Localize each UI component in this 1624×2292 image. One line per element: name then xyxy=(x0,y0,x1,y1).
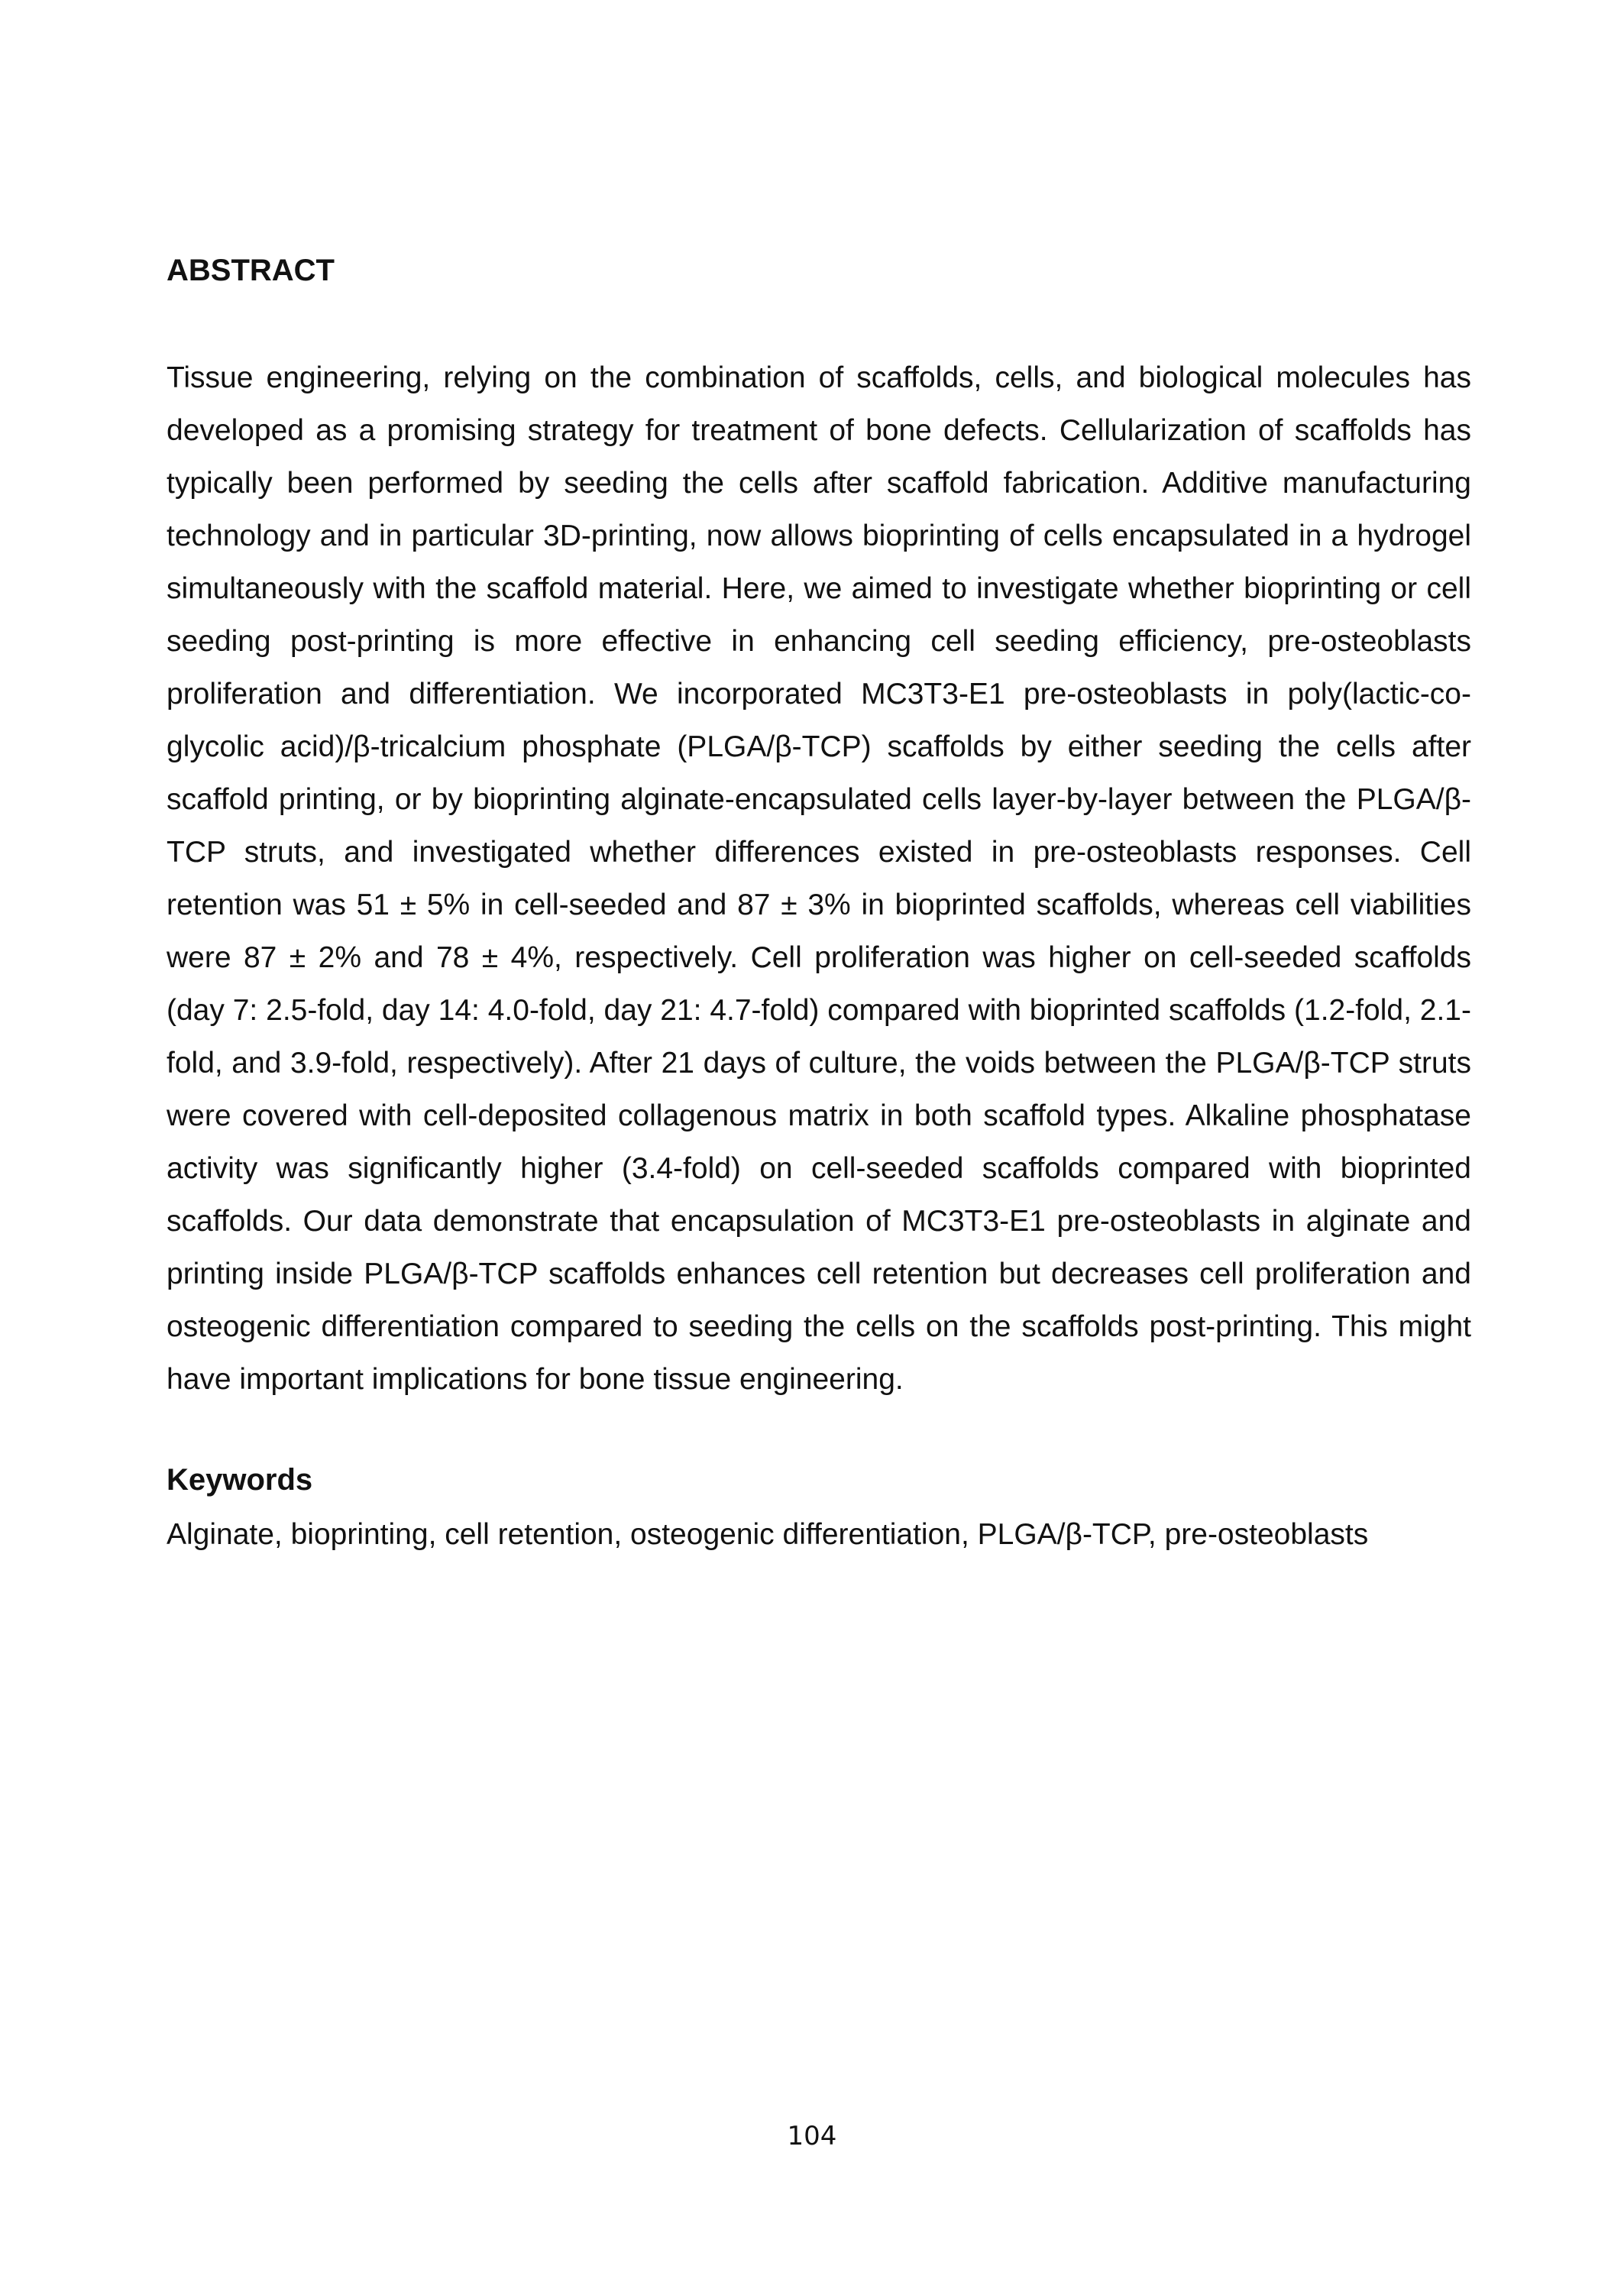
abstract-text: Tissue engineering, relying on the combination of scaffolds, cells, and biological molecules has developed as a promising strategy for treatment of bone defects. Cellularization of scaffolds has typically been performed by seeding the cells after scaffold fabrication. Additive manufacturing technology and in particular 3D-printing, now allows bioprinting of cells encapsulated in a hydrogel simultaneously with the scaffold material. Here, we aimed to investigate whether bioprinting or cell seeding post-printing is more effective in enhancing cell seeding efficiency, pre-osteoblasts proliferation and differentiation. We incorporated MC3T3-E1 pre-osteoblasts in poly(lactic-co-glycolic acid)/β-tricalcium phosphate (PLGA/β-TCP) scaffolds by either seeding the cells after scaffold printing, or by bioprinting alginate-encapsulated cells layer-by-layer between the PLGA/β-TCP struts, and investigated whether differences existed in pre-osteoblasts responses. Cell retention was 51 ± 5% in cell-seeded and 87 ± 3% in bioprinted scaffolds, whereas cell viabilities were 87 ± 2% and 78 ± 4%, respectively. Cell proliferation was higher on cell-seeded scaffolds (day 7: 2.5-fold, day 14: 4.0-fold, day 21: 4.7-fold) compared with bioprinted scaffolds (1.2-fold, 2.1-fold, and 3.9-fold, respectively). After 21 days of culture, the voids between the PLGA/β-TCP struts were covered with cell-deposited collagenous matrix in both scaffold types. Alkaline phosphatase activity was significantly higher (3.4-fold) on cell-seeded scaffolds compared with bioprinted scaffolds. Our data demonstrate that encapsulation of MC3T3-E1 pre-osteoblasts in alginate and printing inside PLGA/β-TCP scaffolds enhances cell retention but decreases cell proliferation and osteogenic differentiation compared to seeding the cells on the scaffolds post-printing. This might have important implications for bone tissue engineering. xyxy=(167,361,1471,1396)
abstract-heading: ABSTRACT xyxy=(167,254,335,287)
keywords-list: Alginate, bioprinting, cell retention, osteogenic differentiation, PLGA/β-TCP, pre-osteoblasts xyxy=(167,1518,1369,1551)
keywords-heading: Keywords xyxy=(167,1463,313,1497)
page-number: 104 xyxy=(787,2121,837,2151)
